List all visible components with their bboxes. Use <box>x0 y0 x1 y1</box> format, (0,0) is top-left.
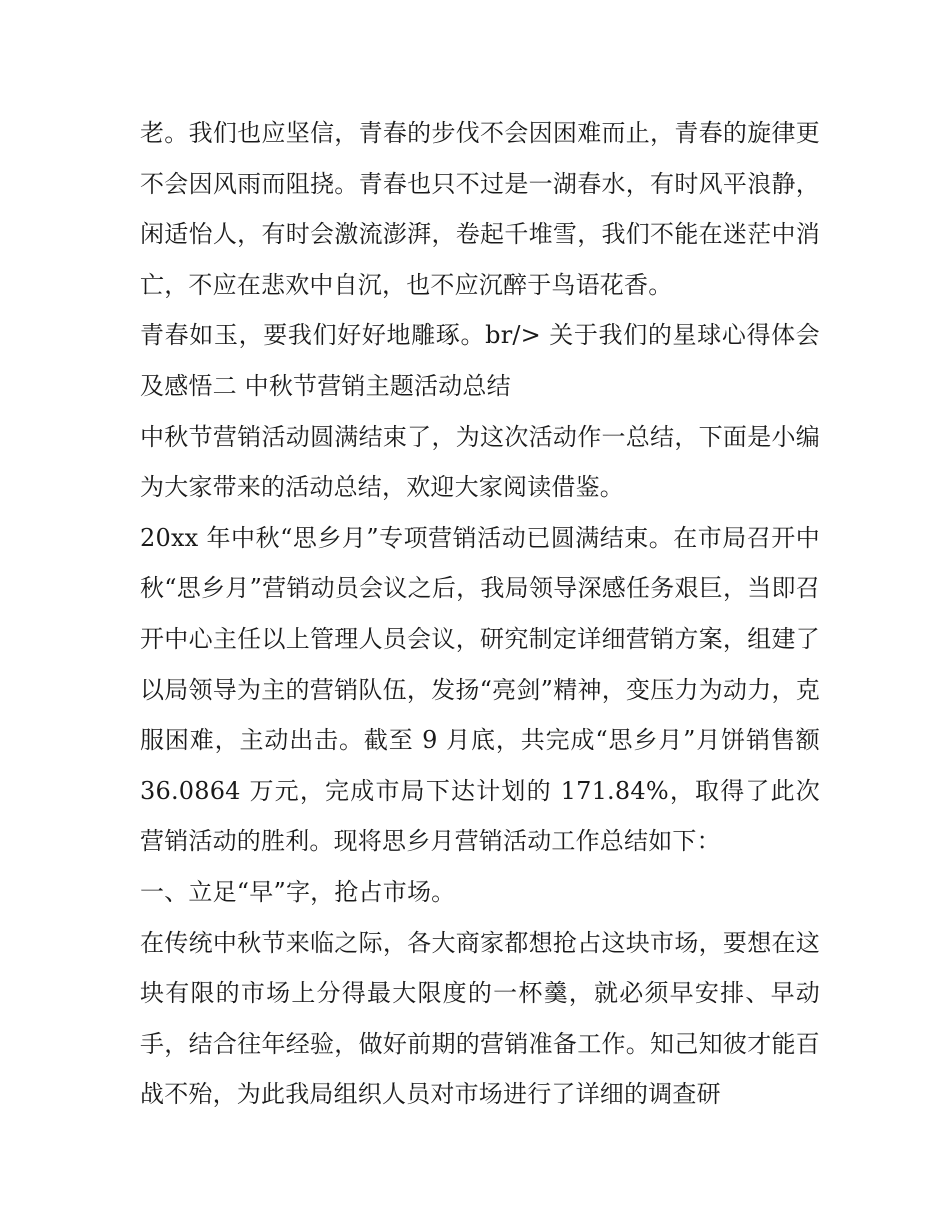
document-body <box>140 108 820 1120</box>
section-heading-early: 一、立足“早”字，抢占市场。 <box>140 877 456 906</box>
paragraph-youth-spring-water: 老。我们也应坚信，青春的步伐不会因困难而止，青春的旋律更不会因风雨而阻挠。青春也只不过是一湖春水，有时风平浪静，闲适怡人，有时会激流澎湃，卷起千堆雪，我们不能在迷茫中消亡，不应在悲欢中自沉，也不应沉醉于鸟语花香。 <box>140 119 820 299</box>
paragraph-summary-intro: 中秋节营销活动圆满结束了，为这次活动作一总结，下面是小编为大家带来的活动总结，欢迎大家阅读借鉴。 <box>140 422 820 502</box>
paragraph-market-preparation: 在传统中秋节来临之际，各大商家都想抢占这块市场，要想在这块有限的市场上分得最大限度的一杯羹，就必须早安排、早动手，结合往年经验，做好前期的营销准备工作。知己知彼才能百战不殆，为此我局组织人员对市场进行了详细的调查研 <box>140 928 820 1109</box>
paragraph-campaign-results: 20xx 年中秋“思乡月”专项营销活动已圆满结束。在市局召开中秋“思乡月”营销动员会议之后，我局领导深感任务艰巨，当即召开中心主任以上管理人员会议，研究制定详细营销方案，组建了以局领导为主的营销队伍，发扬“亮剑”精神，变压力为动力，克服困难，主动出击。截至 9 月底，共完成“思乡月”月饼销售额 36.0864 万元，完成市局下达计划的 171.84%，取得了此次营销活动的胜利。现将思乡月营销活动工作总结如下： <box>140 523 820 856</box>
paragraph-youth-jade-heading: 青春如玉，要我们好好地雕琢。br/> 关于我们的星球心得体会及感悟二 中秋节营销主题活动总结 <box>140 321 820 400</box>
